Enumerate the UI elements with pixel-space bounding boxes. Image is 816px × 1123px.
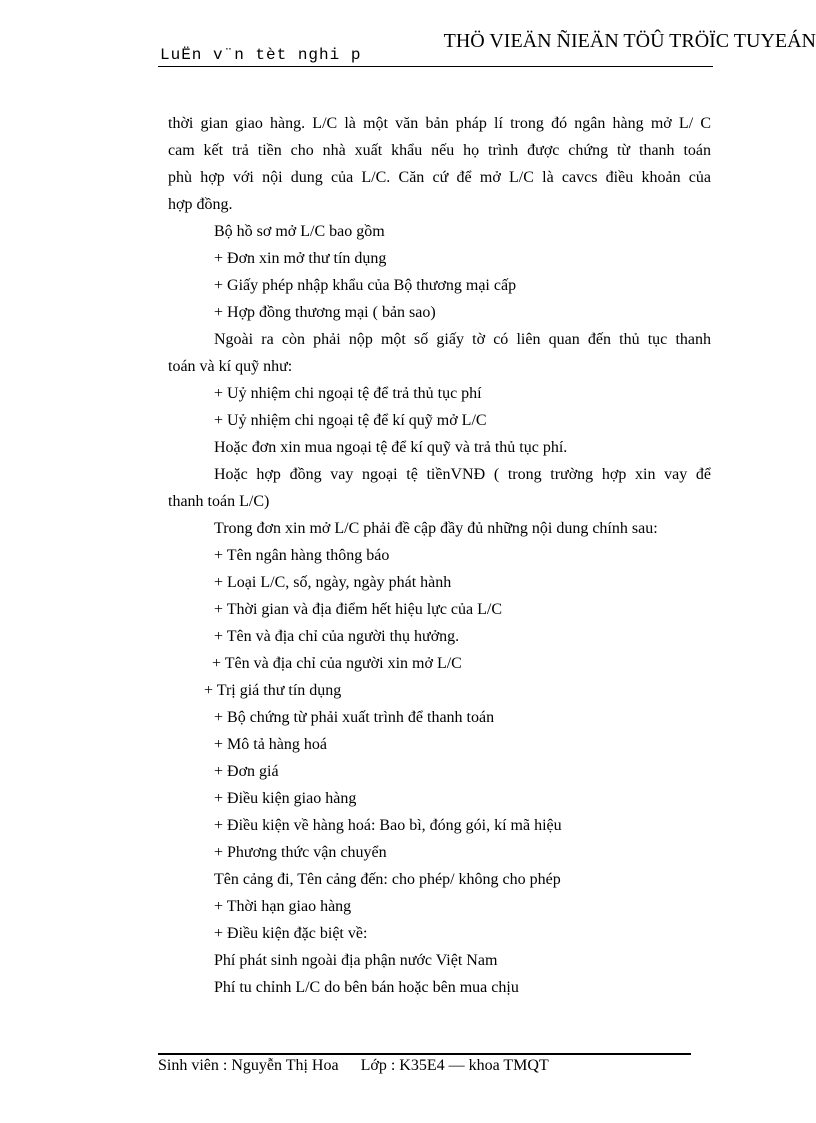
list-item: + Hợp đồng thương mại ( bản sao): [214, 304, 436, 321]
header-left-title: LuËn v¨n tèt nghi p: [160, 46, 362, 64]
header-right-library-title: THÖ VIEÄN ÑIEÄN TÖÛ TRÖÏC TUYEÁN: [443, 30, 816, 52]
list-item: + Đơn giá: [214, 763, 279, 780]
text-line: Phí phát sinh ngoài địa phận nước Việt Nam: [214, 952, 498, 969]
list-item: + Mô tả hàng hoá: [214, 736, 327, 753]
list-item: + Trị giá thư tín dụng: [204, 682, 342, 699]
list-item: + Bộ chứng từ phải xuất trình để thanh toán: [214, 709, 495, 726]
text-line: thanh toán L/C): [168, 493, 270, 510]
text-line: toán và kí quỹ như:: [168, 358, 293, 375]
text-line: Ngoài ra còn phải nộp một số giấy tờ có liên quan đến thủ tục thanh: [214, 331, 711, 348]
text-line: cam kết trả tiền cho nhà xuất khẩu nếu họ trình được chứng từ thanh toán: [168, 142, 711, 159]
list-item: + Uỷ nhiệm chi ngoại tệ để trả thủ tục phí: [214, 385, 482, 402]
list-item: + Điều kiện đặc biệt về:: [214, 925, 368, 942]
text-line: Hoặc hợp đồng vay ngoại tệ tiềnVNĐ ( trong trường hợp xin vay để: [214, 466, 711, 483]
footer-divider: [158, 1053, 691, 1055]
footer-student: Sinh viên : Nguyễn Thị Hoa: [158, 1057, 339, 1074]
text-line: Phí tu chỉnh L/C do bên bán hoặc bên mua chịu: [214, 979, 519, 996]
text-line: phù hợp với nội dung của L/C. Căn cứ để mở L/C là cavcs điều khoản của: [168, 169, 711, 186]
list-item: + Thời hạn giao hàng: [214, 898, 352, 915]
list-item: + Uỷ nhiệm chi ngoại tệ để kí quỹ mở L/C: [214, 412, 487, 429]
list-item: + Loại L/C, số, ngày, ngày phát hành: [214, 574, 452, 591]
header-divider: [158, 66, 713, 67]
document-body: [168, 110, 711, 1001]
list-item: + Tên ngân hàng thông báo: [214, 547, 390, 564]
text-line: hợp đồng.: [168, 196, 233, 213]
list-item: + Đơn xin mở thư tín dụng: [214, 250, 387, 267]
list-item: + Điều kiện về hàng hoá: Bao bì, đóng gói, kí mã hiệu: [214, 817, 562, 834]
footer-class: Lớp : K35E4 — khoa TMQT: [360, 1057, 549, 1074]
list-item: + Phương thức vận chuyển: [214, 844, 387, 861]
text-line: Trong đơn xin mở L/C phải đề cập đầy đủ những nội dung chính sau:: [214, 520, 658, 537]
text-line: Tên cảng đi, Tên cảng đến: cho phép/ không cho phép: [214, 871, 561, 888]
list-item: + Tên và địa chỉ của người xin mở L/C: [212, 655, 462, 672]
footer: [158, 1057, 549, 1075]
list-item: + Thời gian và địa điểm hết hiệu lực của L/C: [214, 601, 503, 618]
text-line: Hoặc đơn xin mua ngoại tệ để kí quỹ và trả thủ tục phí.: [214, 439, 568, 456]
list-item: + Giấy phép nhập khẩu của Bộ thương mại cấp: [214, 277, 517, 294]
text-line: Bộ hồ sơ mở L/C bao gồm: [214, 223, 385, 240]
list-item: + Điều kiện giao hàng: [214, 790, 357, 807]
text-line: thời gian giao hàng. L/C là một văn bản pháp lí trong đó ngân hàng mở L/ C: [168, 115, 711, 132]
list-item: + Tên và địa chỉ của người thụ hưởng.: [214, 628, 460, 645]
